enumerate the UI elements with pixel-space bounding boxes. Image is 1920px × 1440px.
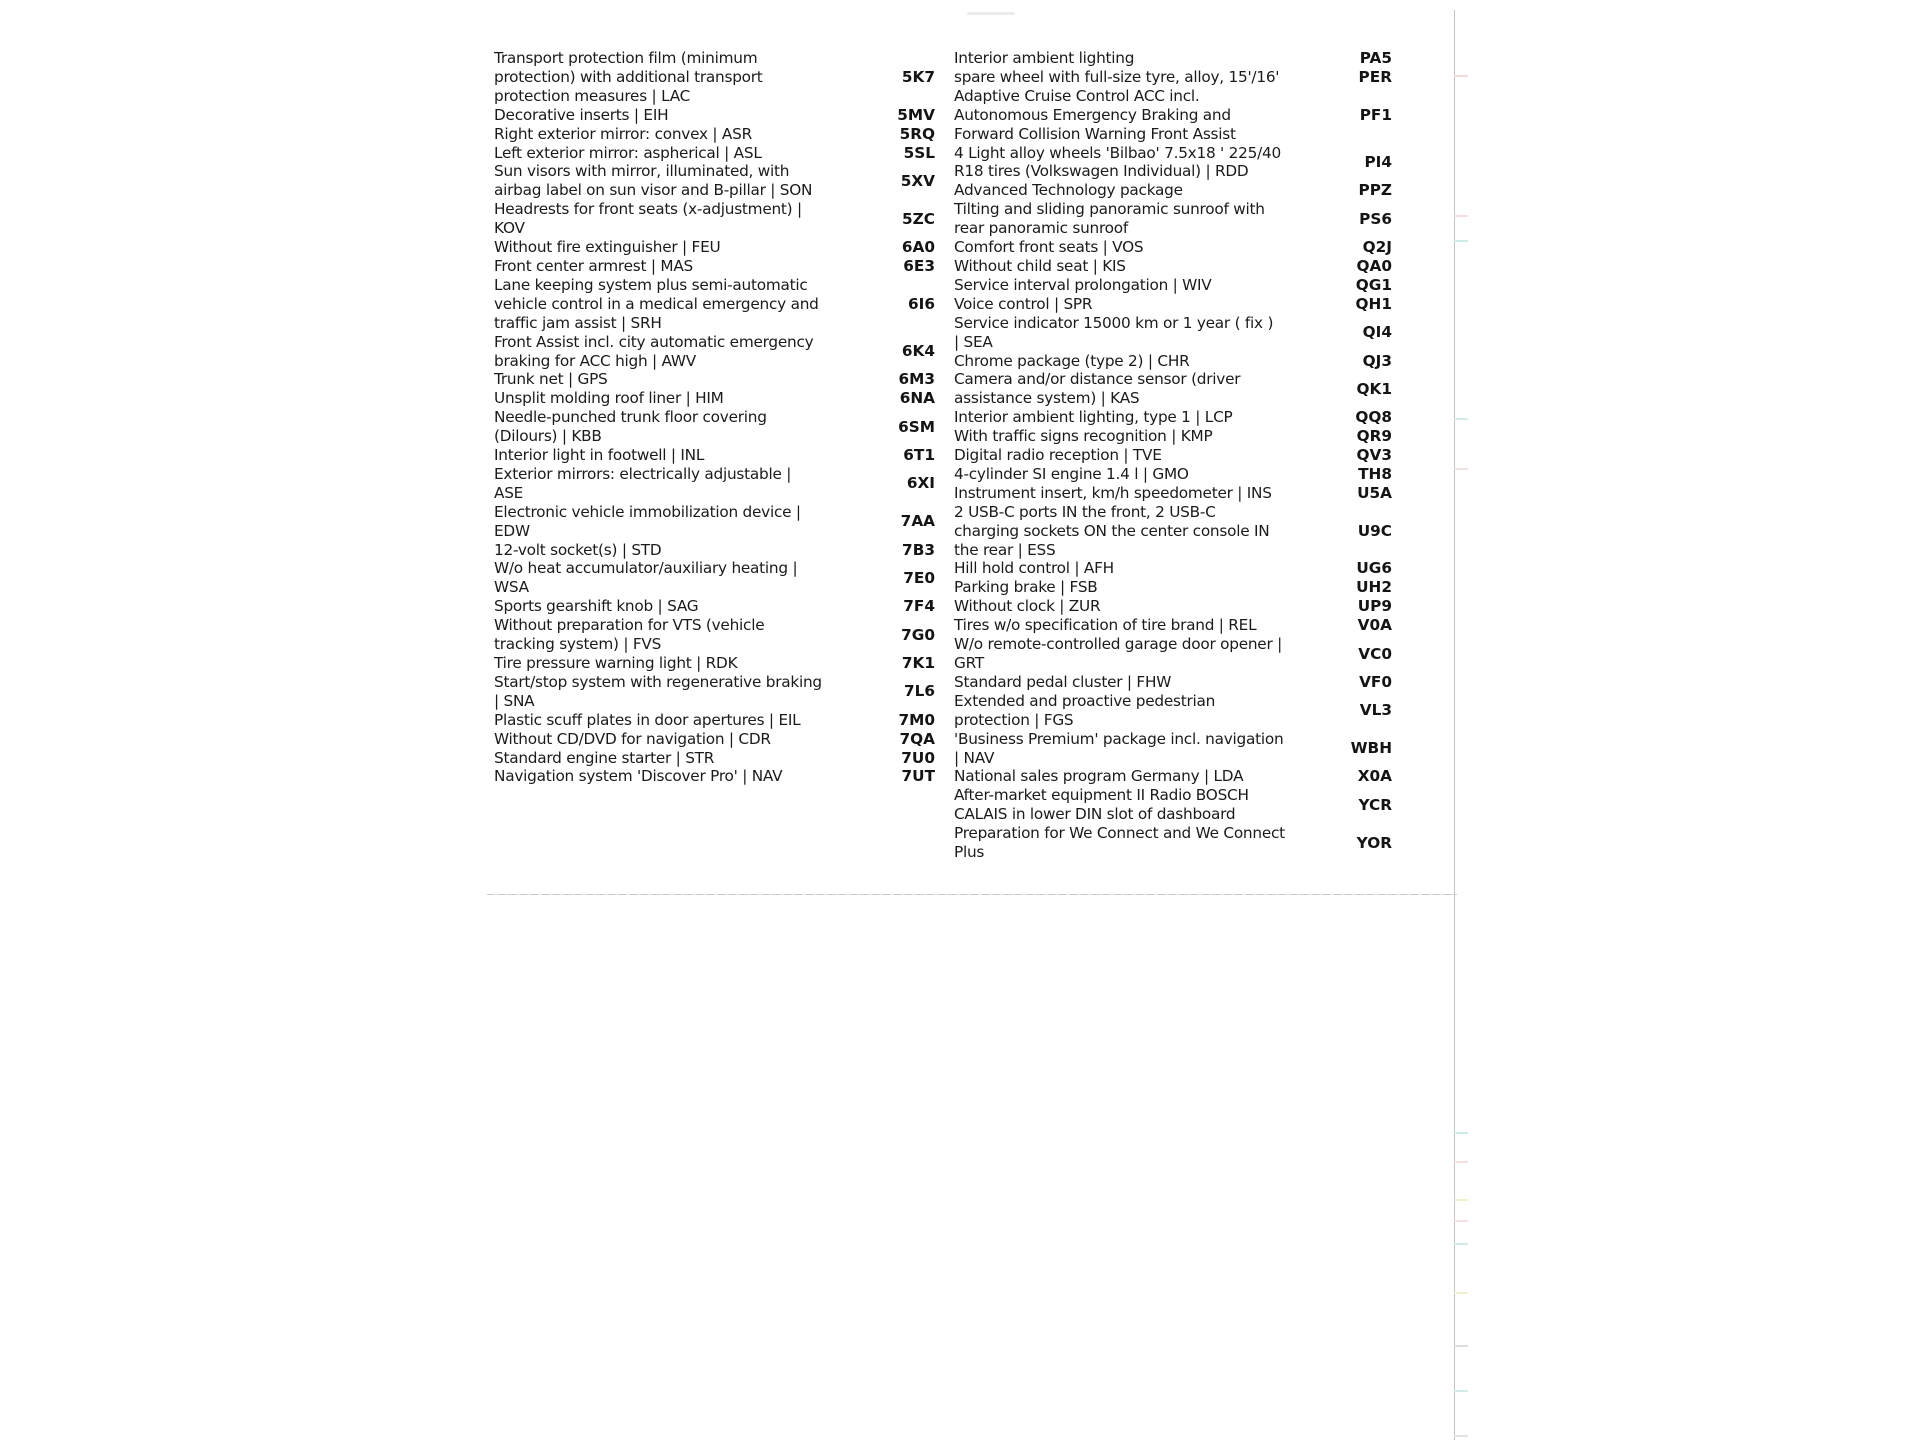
option-description-line: Headrests for front seats (x-adjustment) | bbox=[494, 200, 802, 219]
option-description bbox=[494, 408, 824, 446]
option-description-line: Advanced Technology package bbox=[954, 181, 1183, 200]
option-description bbox=[954, 767, 1284, 786]
option-entry bbox=[494, 711, 935, 730]
option-description-line: Forward Collision Warning Front Assist bbox=[954, 124, 1236, 143]
option-description bbox=[494, 503, 824, 541]
option-code: WBH bbox=[1350, 739, 1392, 758]
option-description-line: charging sockets ON the center console IN bbox=[954, 521, 1270, 540]
option-entry bbox=[494, 730, 935, 749]
option-code: 7L6 bbox=[903, 682, 935, 701]
option-description bbox=[494, 238, 824, 257]
equipment-list-column-right bbox=[954, 49, 1392, 862]
option-description-line: Service interval prolongation | WIV bbox=[954, 275, 1212, 294]
option-entry bbox=[954, 730, 1392, 768]
option-description bbox=[494, 106, 824, 125]
option-entry bbox=[494, 503, 935, 541]
option-entry bbox=[954, 446, 1392, 465]
option-description-line: Tires w/o specification of tire brand | REL bbox=[954, 616, 1257, 635]
option-code: PPZ bbox=[1358, 181, 1392, 200]
option-entry bbox=[954, 597, 1392, 616]
option-entry bbox=[954, 314, 1392, 352]
option-code: 6A0 bbox=[901, 238, 935, 257]
option-entry bbox=[494, 767, 935, 786]
option-description bbox=[494, 616, 824, 654]
option-description-line: Standard pedal cluster | FHW bbox=[954, 672, 1172, 691]
option-description bbox=[954, 144, 1284, 182]
option-description-line: Plus bbox=[954, 843, 985, 862]
option-entry bbox=[494, 749, 935, 768]
option-description bbox=[494, 730, 824, 749]
option-entry bbox=[954, 786, 1392, 824]
option-description bbox=[954, 427, 1284, 446]
option-description bbox=[494, 465, 824, 503]
option-entry bbox=[954, 352, 1392, 371]
option-code: 6T1 bbox=[903, 446, 935, 465]
option-description-line: Plastic scuff plates in door apertures | EIL bbox=[494, 710, 801, 729]
option-code: 7AA bbox=[900, 512, 935, 531]
option-description-line: Decorative inserts | EIH bbox=[494, 105, 669, 124]
option-entry bbox=[954, 503, 1392, 560]
option-code: QK1 bbox=[1356, 379, 1392, 398]
option-entry bbox=[494, 106, 935, 125]
option-code: 5MV bbox=[897, 105, 935, 124]
option-code: 6SM bbox=[898, 417, 935, 436]
scan-artifact-tick bbox=[1454, 1435, 1468, 1437]
option-description-line: Left exterior mirror: aspherical | ASL bbox=[494, 143, 762, 162]
option-entry bbox=[954, 68, 1392, 87]
option-entry bbox=[494, 370, 935, 389]
option-description-line: After-market equipment II Radio BOSCH bbox=[954, 786, 1249, 805]
option-entry bbox=[494, 673, 935, 711]
scan-artifact-tick bbox=[1454, 1345, 1468, 1347]
option-code: 7K1 bbox=[901, 654, 935, 672]
option-code: 7QA bbox=[899, 729, 935, 748]
option-code: 7U0 bbox=[901, 748, 935, 767]
option-description bbox=[954, 673, 1284, 692]
scan-artifact-tick bbox=[1454, 215, 1468, 217]
option-description bbox=[494, 389, 824, 408]
option-description-line: (Dilours) | KBB bbox=[494, 427, 602, 446]
option-description bbox=[954, 238, 1284, 257]
option-code: UP9 bbox=[1357, 597, 1392, 616]
option-description-line: vehicle control in a medical emergency and bbox=[494, 294, 819, 313]
option-description-line: spare wheel with full-size tyre, alloy, 15'/16' bbox=[954, 67, 1280, 86]
option-description bbox=[954, 295, 1284, 314]
option-description-line: Front center armrest | MAS bbox=[494, 256, 694, 275]
option-description-line: GRT bbox=[954, 654, 984, 672]
option-entry bbox=[954, 370, 1392, 408]
scan-artifact-smudge bbox=[967, 12, 1015, 15]
option-description-line: protection) with additional transport bbox=[494, 67, 763, 86]
option-code: 7B3 bbox=[902, 540, 935, 559]
option-description bbox=[954, 49, 1284, 68]
option-description bbox=[494, 559, 824, 597]
option-description-line: 'Business Premium' package incl. navigation bbox=[954, 729, 1284, 748]
option-entry bbox=[494, 408, 935, 446]
option-entry bbox=[494, 162, 935, 200]
option-description-line: Front Assist incl. city automatic emergency bbox=[494, 332, 814, 351]
option-description-line: | SNA bbox=[494, 691, 535, 710]
option-description-line: Sun visors with mirror, illuminated, with bbox=[494, 162, 790, 181]
option-code: X0A bbox=[1357, 767, 1392, 786]
option-description-line: Sports gearshift knob | SAG bbox=[494, 597, 699, 616]
option-description bbox=[494, 49, 824, 106]
option-description-line: 4-cylinder SI engine 1.4 l | GMO bbox=[954, 464, 1189, 483]
option-code: PI4 bbox=[1364, 152, 1392, 171]
option-code: 7M0 bbox=[898, 710, 935, 729]
option-code: U9C bbox=[1357, 521, 1392, 540]
option-description bbox=[954, 786, 1284, 824]
option-code: TH8 bbox=[1358, 464, 1392, 483]
option-entry bbox=[494, 333, 935, 371]
option-description bbox=[954, 824, 1284, 862]
option-entry bbox=[954, 276, 1392, 295]
scan-artifact-tick bbox=[1454, 1199, 1468, 1201]
option-code: 6E3 bbox=[903, 256, 935, 275]
option-code: 7F4 bbox=[903, 597, 935, 616]
option-code: QV3 bbox=[1356, 446, 1392, 465]
option-description-line: KOV bbox=[494, 219, 525, 238]
option-entry bbox=[954, 144, 1392, 182]
option-description-line: W/o remote-controlled garage door opener | bbox=[954, 635, 1283, 654]
option-description-line: airbag label on sun visor and B-pillar | SON bbox=[494, 181, 813, 200]
option-entry bbox=[494, 238, 935, 257]
option-code: VF0 bbox=[1359, 672, 1392, 691]
option-description bbox=[954, 370, 1284, 408]
option-entry bbox=[494, 597, 935, 616]
option-entry bbox=[494, 616, 935, 654]
option-description-line: Chrome package (type 2) | CHR bbox=[954, 351, 1190, 370]
option-description-line: Without child seat | KIS bbox=[954, 256, 1126, 275]
option-description-line: CALAIS in lower DIN slot of dashboard bbox=[954, 805, 1236, 824]
option-entry bbox=[954, 181, 1392, 200]
option-description-line: Digital radio reception | TVE bbox=[954, 446, 1162, 465]
option-code: PS6 bbox=[1359, 209, 1392, 228]
option-code: 5RQ bbox=[899, 124, 935, 143]
option-entry bbox=[954, 559, 1392, 578]
option-description-line: | NAV bbox=[954, 748, 995, 767]
option-description-line: traffic jam assist | SRH bbox=[494, 313, 662, 332]
option-description-line: Voice control | SPR bbox=[954, 294, 1093, 313]
option-code: YCR bbox=[1358, 795, 1392, 814]
option-description-line: Preparation for We Connect and We Connect bbox=[954, 824, 1285, 843]
option-entry bbox=[954, 616, 1392, 635]
option-code: QA0 bbox=[1356, 256, 1392, 275]
option-description-line: 4 Light alloy wheels 'Bilbao' 7.5x18 ' 225/40 bbox=[954, 143, 1281, 162]
option-description bbox=[494, 446, 824, 465]
option-code: 6XI bbox=[906, 474, 935, 493]
option-description-line: Autonomous Emergency Braking and bbox=[954, 105, 1231, 124]
option-description-line: Transport protection film (minimum bbox=[494, 49, 758, 67]
option-description bbox=[494, 276, 824, 333]
option-description bbox=[954, 730, 1284, 768]
option-code: PF1 bbox=[1359, 105, 1392, 124]
scan-artifact-tick bbox=[1454, 1220, 1468, 1222]
option-description-line: Interior light in footwell | INL bbox=[494, 446, 705, 465]
option-code: YOR bbox=[1356, 833, 1392, 852]
option-code: 6K4 bbox=[901, 342, 935, 361]
option-description bbox=[954, 200, 1284, 238]
option-code: 6M3 bbox=[898, 370, 935, 389]
option-description-line: braking for ACC high | AWV bbox=[494, 351, 697, 370]
option-description-line: Camera and/or distance sensor (driver bbox=[954, 370, 1241, 389]
option-description bbox=[494, 257, 824, 276]
option-description-line: protection measures | LAC bbox=[494, 86, 691, 105]
option-description-line: tracking system) | FVS bbox=[494, 635, 662, 654]
scan-artifact-tick bbox=[1454, 75, 1468, 77]
option-entry bbox=[494, 144, 935, 163]
option-description-line: Without preparation for VTS (vehicle bbox=[494, 616, 765, 635]
option-description bbox=[954, 276, 1284, 295]
option-code: VC0 bbox=[1358, 644, 1392, 663]
option-entry bbox=[954, 578, 1392, 597]
option-description-line: Standard engine starter | STR bbox=[494, 748, 715, 767]
option-description bbox=[954, 87, 1284, 144]
scan-artifact-tick bbox=[1454, 1132, 1468, 1134]
option-entry bbox=[494, 559, 935, 597]
option-description bbox=[954, 484, 1284, 503]
option-code: 5SL bbox=[903, 143, 935, 162]
option-description bbox=[954, 408, 1284, 427]
option-entry bbox=[954, 692, 1392, 730]
option-code: PA5 bbox=[1359, 49, 1392, 67]
option-description-line: R18 tires (Volkswagen Individual) | RDD bbox=[954, 162, 1249, 181]
option-description-line: National sales program Germany | LDA bbox=[954, 767, 1244, 786]
option-code: U5A bbox=[1357, 483, 1392, 502]
option-description-line: Adaptive Cruise Control ACC incl. bbox=[954, 86, 1200, 105]
option-description-line: 2 USB-C ports IN the front, 2 USB-C bbox=[954, 502, 1216, 521]
option-description-line: | SEA bbox=[954, 332, 993, 351]
option-code: 7UT bbox=[901, 767, 935, 786]
option-code: 5K7 bbox=[901, 67, 935, 86]
option-description bbox=[954, 503, 1284, 560]
option-entry bbox=[494, 465, 935, 503]
option-description-line: WSA bbox=[494, 578, 529, 597]
option-code: QI4 bbox=[1362, 323, 1392, 342]
option-description-line: Instrument insert, km/h speedometer | INS bbox=[954, 483, 1272, 502]
option-description bbox=[494, 597, 824, 616]
option-description bbox=[494, 144, 824, 163]
scan-artifact-tick bbox=[1454, 468, 1468, 470]
option-description bbox=[954, 446, 1284, 465]
option-description-line: Extended and proactive pedestrian bbox=[954, 691, 1216, 710]
option-description bbox=[954, 578, 1284, 597]
option-description-line: Unsplit molding roof liner | HIM bbox=[494, 389, 724, 408]
option-code: 6NA bbox=[899, 389, 935, 408]
option-code: UH2 bbox=[1356, 578, 1392, 597]
option-description bbox=[954, 635, 1284, 673]
option-description bbox=[954, 692, 1284, 730]
option-description bbox=[494, 370, 824, 389]
option-description bbox=[494, 654, 824, 673]
option-entry bbox=[954, 824, 1392, 862]
option-description bbox=[954, 616, 1284, 635]
option-entry bbox=[494, 200, 935, 238]
option-description bbox=[954, 559, 1284, 578]
scan-artifact-tick bbox=[1454, 1161, 1468, 1163]
scan-artifact-tick bbox=[1454, 418, 1468, 420]
option-code: 7G0 bbox=[901, 625, 935, 644]
option-description-line: Interior ambient lighting, type 1 | LCP bbox=[954, 408, 1233, 427]
option-code: 5ZC bbox=[902, 209, 935, 228]
option-entry bbox=[954, 427, 1392, 446]
option-entry bbox=[954, 200, 1392, 238]
option-description-line: Parking brake | FSB bbox=[954, 578, 1098, 597]
option-code: Q2J bbox=[1362, 238, 1392, 257]
option-code: VL3 bbox=[1359, 701, 1392, 720]
option-entry bbox=[954, 465, 1392, 484]
option-entry bbox=[494, 257, 935, 276]
option-description-line: Right exterior mirror: convex | ASR bbox=[494, 124, 752, 143]
option-description-line: Lane keeping system plus semi-automatic bbox=[494, 275, 808, 294]
option-description-line: rear panoramic sunroof bbox=[954, 219, 1129, 238]
option-description-line: With traffic signs recognition | KMP bbox=[954, 427, 1213, 446]
option-description-line: Needle-punched trunk floor covering bbox=[494, 408, 767, 427]
option-description-line: W/o heat accumulator/auxiliary heating | bbox=[494, 559, 798, 578]
option-description-line: Trunk net | GPS bbox=[494, 370, 608, 389]
option-entry bbox=[954, 767, 1392, 786]
option-entry bbox=[494, 49, 935, 106]
option-description bbox=[954, 68, 1284, 87]
option-entry bbox=[494, 446, 935, 465]
option-description bbox=[494, 767, 824, 786]
page-edge-vertical-line bbox=[1454, 10, 1455, 1440]
option-description bbox=[494, 333, 824, 371]
equipment-list-column-left bbox=[494, 49, 935, 786]
option-description-line: protection | FGS bbox=[954, 710, 1074, 729]
option-description-line: Service indicator 15000 km or 1 year ( fix ) bbox=[954, 313, 1274, 332]
option-description-line: Electronic vehicle immobilization device | bbox=[494, 502, 801, 521]
option-description bbox=[494, 711, 824, 730]
option-code: UG6 bbox=[1356, 559, 1392, 578]
scan-artifact-tick bbox=[1454, 240, 1468, 242]
scan-artifact-tick bbox=[1454, 1390, 1468, 1392]
option-entry bbox=[494, 654, 935, 673]
divider-line bbox=[487, 894, 1457, 895]
option-code: V0A bbox=[1357, 616, 1392, 635]
option-entry bbox=[494, 276, 935, 333]
option-description-line: EDW bbox=[494, 521, 530, 540]
option-description bbox=[954, 181, 1284, 200]
option-description bbox=[954, 257, 1284, 276]
scan-artifact-tick bbox=[1454, 1292, 1468, 1294]
option-description bbox=[494, 162, 824, 200]
option-description bbox=[494, 749, 824, 768]
option-code: 6I6 bbox=[908, 294, 935, 313]
option-description-line: Without CD/DVD for navigation | CDR bbox=[494, 729, 771, 748]
option-entry bbox=[954, 635, 1392, 673]
option-code: 5XV bbox=[900, 171, 935, 190]
option-entry bbox=[494, 541, 935, 560]
option-description-line: Tire pressure warning light | RDK bbox=[494, 654, 738, 672]
option-code: 7E0 bbox=[903, 568, 935, 587]
option-entry bbox=[954, 408, 1392, 427]
option-entry bbox=[954, 257, 1392, 276]
scan-artifact-tick bbox=[1454, 1243, 1468, 1245]
option-description bbox=[954, 597, 1284, 616]
option-description-line: Interior ambient lighting bbox=[954, 49, 1135, 67]
option-entry bbox=[494, 125, 935, 144]
option-description bbox=[494, 200, 824, 238]
option-description-line: the rear | ESS bbox=[954, 540, 1056, 559]
option-description-line: ASE bbox=[494, 483, 524, 502]
option-entry bbox=[954, 673, 1392, 692]
option-description bbox=[494, 673, 824, 711]
option-code: PER bbox=[1358, 67, 1392, 86]
option-description-line: Tilting and sliding panoramic sunroof with bbox=[954, 200, 1265, 219]
option-description-line: Without clock | ZUR bbox=[954, 597, 1101, 616]
option-description-line: Navigation system 'Discover Pro' | NAV bbox=[494, 767, 783, 786]
option-description-line: Comfort front seats | VOS bbox=[954, 238, 1144, 257]
option-code: QG1 bbox=[1355, 275, 1392, 294]
option-description bbox=[954, 314, 1284, 352]
option-entry bbox=[954, 295, 1392, 314]
option-entry bbox=[954, 484, 1392, 503]
option-description-line: 12-volt socket(s) | STD bbox=[494, 540, 662, 559]
option-entry bbox=[954, 238, 1392, 257]
option-code: QQ8 bbox=[1355, 408, 1392, 427]
option-description-line: Hill hold control | AFH bbox=[954, 559, 1114, 578]
option-description-line: Without fire extinguisher | FEU bbox=[494, 238, 721, 257]
option-entry bbox=[954, 49, 1392, 68]
option-description-line: Start/stop system with regenerative braking bbox=[494, 672, 822, 691]
option-code: QR9 bbox=[1356, 427, 1392, 446]
option-code: QJ3 bbox=[1362, 351, 1392, 370]
option-entry bbox=[954, 87, 1392, 144]
option-code: QH1 bbox=[1355, 294, 1392, 313]
option-description bbox=[954, 465, 1284, 484]
option-description bbox=[954, 352, 1284, 371]
option-description bbox=[494, 541, 824, 560]
option-description bbox=[494, 125, 824, 144]
option-entry bbox=[494, 389, 935, 408]
option-description-line: assistance system) | KAS bbox=[954, 389, 1140, 408]
option-description-line: Exterior mirrors: electrically adjustable | bbox=[494, 464, 792, 483]
